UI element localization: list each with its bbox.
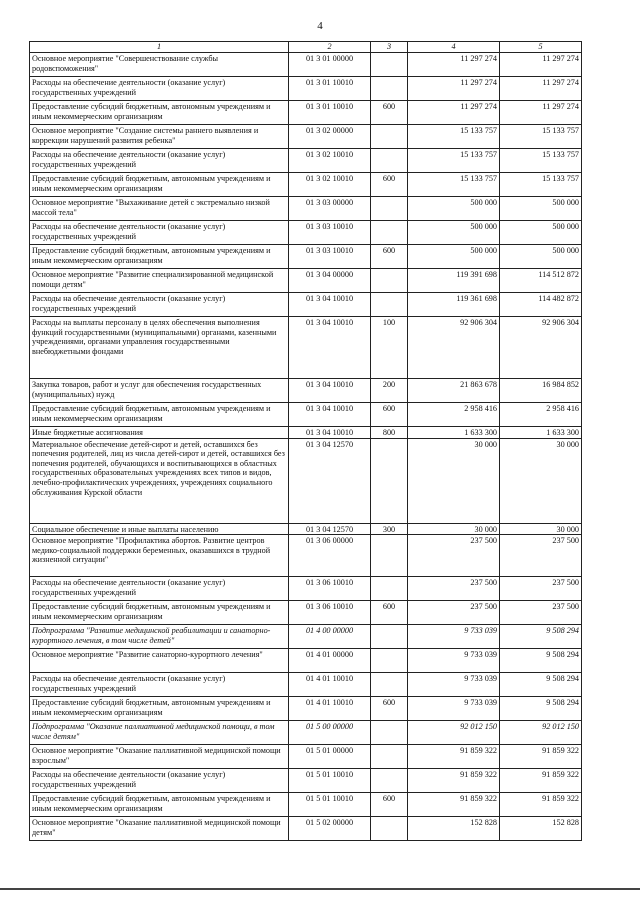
row-sum1-cell: 500 000	[408, 197, 500, 221]
row-sum1-cell: 9 733 039	[408, 697, 500, 721]
row-sum2-cell: 237 500	[500, 601, 582, 625]
table-row	[30, 769, 582, 793]
row-code-cell: 01 3 01 10010	[289, 77, 371, 101]
row-name-cell: Основное мероприятие "Совершенствование службы родовспоможения"	[30, 53, 289, 77]
row-sum2-cell: 500 000	[500, 197, 582, 221]
row-sum1-cell: 15 133 757	[408, 125, 500, 149]
row-sum2-cell: 152 828	[500, 817, 582, 841]
row-code-cell: 01 3 04 10010	[289, 293, 371, 317]
row-code-cell: 01 4 01 10010	[289, 697, 371, 721]
row-code-cell: 01 4 00 00000	[289, 625, 371, 649]
row-sum2-cell: 91 859 322	[500, 769, 582, 793]
row-kind-cell: 600	[371, 101, 408, 125]
row-code-cell: 01 3 04 10010	[289, 317, 371, 379]
row-sum1-cell: 9 733 039	[408, 625, 500, 649]
row-name-cell: Основное мероприятие "Развитие санаторно-курортного лечения"	[30, 649, 289, 673]
row-name-cell: Расходы на обеспечение деятельности (оказание услуг) государственных учреждений	[30, 221, 289, 245]
row-sum1-cell: 119 361 698	[408, 293, 500, 317]
row-code-cell: 01 3 03 00000	[289, 197, 371, 221]
row-name-cell: Расходы на обеспечение деятельности (оказание услуг) государственных учреждений	[30, 577, 289, 601]
row-name-cell: Основное мероприятие "Создание системы раннего выявления и коррекции нарушений развития ребенка"	[30, 125, 289, 149]
row-kind-cell	[371, 769, 408, 793]
row-kind-cell	[371, 817, 408, 841]
row-kind-cell: 600	[371, 245, 408, 269]
row-name-cell: Закупка товаров, работ и услуг для обеспечения государственных (муниципальных) нужд	[30, 379, 289, 403]
row-sum2-cell: 9 508 294	[500, 697, 582, 721]
row-kind-cell	[371, 438, 408, 523]
row-name-cell: Расходы на обеспечение деятельности (оказание услуг) государственных учреждений	[30, 673, 289, 697]
row-sum1-cell: 152 828	[408, 817, 500, 841]
row-kind-cell: 600	[371, 793, 408, 817]
row-sum1-cell: 91 859 322	[408, 745, 500, 769]
table-row	[30, 427, 582, 439]
page-number: 4	[317, 20, 323, 32]
row-sum1-cell: 92 906 304	[408, 317, 500, 379]
table-header-row	[30, 42, 582, 53]
row-kind-cell	[371, 673, 408, 697]
row-name-cell: Подпрограмма "Оказание паллиативной медицинской помощи, в том числе детям"	[30, 721, 289, 745]
row-kind-cell	[371, 721, 408, 745]
row-sum2-cell: 114 512 872	[500, 269, 582, 293]
row-code-cell: 01 3 04 10010	[289, 379, 371, 403]
row-kind-cell	[371, 293, 408, 317]
row-sum1-cell: 9 733 039	[408, 673, 500, 697]
row-kind-cell: 300	[371, 523, 408, 535]
row-name-cell: Предоставление субсидий бюджетным, автономным учреждениям и иным некоммерческим организациям	[30, 245, 289, 269]
row-sum2-cell: 9 508 294	[500, 625, 582, 649]
row-kind-cell	[371, 269, 408, 293]
row-name-cell: Предоставление субсидий бюджетным, автономным учреждениям и иным некоммерческим организациям	[30, 101, 289, 125]
row-name-cell: Основное мероприятие "Профилактика абортов. Развитие центров медико-социальной поддержки беременных, оказавшихся в трудной жизненной ситуации"	[30, 535, 289, 577]
row-kind-cell	[371, 535, 408, 577]
row-sum2-cell: 9 508 294	[500, 649, 582, 673]
row-name-cell: Основное мероприятие "Оказание паллиативной медицинской помощи взрослым"	[30, 745, 289, 769]
row-sum1-cell: 91 859 322	[408, 793, 500, 817]
row-kind-cell: 600	[371, 601, 408, 625]
row-code-cell: 01 3 04 12570	[289, 523, 371, 535]
table-row	[30, 649, 582, 673]
header-col-3: 3	[371, 42, 408, 53]
row-code-cell: 01 5 00 00000	[289, 721, 371, 745]
row-name-cell: Предоставление субсидий бюджетным, автономным учреждениям и иным некоммерческим организациям	[30, 697, 289, 721]
row-kind-cell	[371, 745, 408, 769]
table-row	[30, 149, 582, 173]
row-name-cell: Подпрограмма "Развитие медицинской реабилитации и санаторно-курортного лечения, в том числе детей"	[30, 625, 289, 649]
row-kind-cell: 600	[371, 173, 408, 197]
row-name-cell: Расходы на обеспечение деятельности (оказание услуг) государственных учреждений	[30, 293, 289, 317]
row-kind-cell	[371, 649, 408, 673]
row-sum1-cell: 30 000	[408, 523, 500, 535]
row-name-cell: Иные бюджетные ассигнования	[30, 427, 289, 439]
row-sum2-cell: 2 958 416	[500, 403, 582, 427]
row-sum2-cell: 30 000	[500, 523, 582, 535]
row-sum1-cell: 11 297 274	[408, 53, 500, 77]
row-kind-cell	[371, 197, 408, 221]
row-sum2-cell: 15 133 757	[500, 149, 582, 173]
row-sum1-cell: 237 500	[408, 577, 500, 601]
header-col-1: 1	[30, 42, 289, 53]
row-sum1-cell: 500 000	[408, 245, 500, 269]
table-row	[30, 317, 582, 379]
table-row	[30, 721, 582, 745]
row-code-cell: 01 3 06 00000	[289, 535, 371, 577]
row-name-cell: Предоставление субсидий бюджетным, автономным учреждениям и иным некоммерческим организациям	[30, 403, 289, 427]
row-code-cell: 01 3 01 10010	[289, 101, 371, 125]
row-name-cell: Расходы на обеспечение деятельности (оказание услуг) государственных учреждений	[30, 77, 289, 101]
row-sum2-cell: 1 633 300	[500, 427, 582, 439]
table-row	[30, 77, 582, 101]
table-row	[30, 817, 582, 841]
row-kind-cell: 200	[371, 379, 408, 403]
row-code-cell: 01 3 06 10010	[289, 601, 371, 625]
row-kind-cell: 100	[371, 317, 408, 379]
row-sum2-cell: 16 984 852	[500, 379, 582, 403]
table-row	[30, 125, 582, 149]
row-sum2-cell: 237 500	[500, 577, 582, 601]
row-sum1-cell: 2 958 416	[408, 403, 500, 427]
table-row	[30, 745, 582, 769]
row-name-cell: Основное мероприятие "Оказание паллиативной медицинской помощи детям"	[30, 817, 289, 841]
table-row	[30, 245, 582, 269]
header-col-5: 5	[500, 42, 582, 53]
row-sum1-cell: 237 500	[408, 601, 500, 625]
row-code-cell: 01 3 04 10010	[289, 403, 371, 427]
row-name-cell: Основное мероприятие "Развитие специализированной медицинской помощи детям"	[30, 269, 289, 293]
table-row	[30, 697, 582, 721]
table-row	[30, 438, 582, 523]
row-code-cell: 01 3 06 10010	[289, 577, 371, 601]
row-sum1-cell: 1 633 300	[408, 427, 500, 439]
row-code-cell: 01 3 04 00000	[289, 269, 371, 293]
row-sum1-cell: 237 500	[408, 535, 500, 577]
row-sum2-cell: 15 133 757	[500, 173, 582, 197]
budget-table	[29, 41, 582, 841]
row-code-cell: 01 4 01 00000	[289, 649, 371, 673]
row-sum2-cell: 500 000	[500, 245, 582, 269]
row-sum1-cell: 21 863 678	[408, 379, 500, 403]
table-row	[30, 535, 582, 577]
table-row	[30, 403, 582, 427]
row-sum2-cell: 15 133 757	[500, 125, 582, 149]
row-sum1-cell: 11 297 274	[408, 77, 500, 101]
row-name-cell: Предоставление субсидий бюджетным, автономным учреждениям и иным некоммерческим организациям	[30, 173, 289, 197]
row-sum2-cell: 500 000	[500, 221, 582, 245]
row-sum1-cell: 91 859 322	[408, 769, 500, 793]
row-name-cell: Предоставление субсидий бюджетным, автономным учреждениям и иным некоммерческим организациям	[30, 793, 289, 817]
row-kind-cell	[371, 221, 408, 245]
table-row	[30, 269, 582, 293]
row-name-cell: Расходы на выплаты персоналу в целях обеспечения выполнения функций государственными (муниципальными) органами, казенными учреждениями, органами управления государственными внебюджетными фондами	[30, 317, 289, 379]
row-code-cell: 01 3 02 10010	[289, 149, 371, 173]
row-sum2-cell: 9 508 294	[500, 673, 582, 697]
header-col-4: 4	[408, 42, 500, 53]
row-code-cell: 01 3 04 10010	[289, 427, 371, 439]
row-code-cell: 01 4 01 10010	[289, 673, 371, 697]
row-sum1-cell: 92 012 150	[408, 721, 500, 745]
row-kind-cell	[371, 53, 408, 77]
table-row	[30, 577, 582, 601]
row-kind-cell: 600	[371, 697, 408, 721]
row-kind-cell	[371, 125, 408, 149]
row-sum2-cell: 91 859 322	[500, 793, 582, 817]
row-sum2-cell: 92 906 304	[500, 317, 582, 379]
row-sum2-cell: 11 297 274	[500, 53, 582, 77]
row-code-cell: 01 3 01 00000	[289, 53, 371, 77]
row-code-cell: 01 5 02 00000	[289, 817, 371, 841]
table-row	[30, 673, 582, 697]
table-row	[30, 523, 582, 535]
row-kind-cell: 600	[371, 403, 408, 427]
row-code-cell: 01 3 03 10010	[289, 245, 371, 269]
table-row	[30, 293, 582, 317]
row-sum2-cell: 30 000	[500, 438, 582, 523]
row-code-cell: 01 3 02 10010	[289, 173, 371, 197]
row-sum2-cell: 11 297 274	[500, 101, 582, 125]
row-sum1-cell: 9 733 039	[408, 649, 500, 673]
table-row	[30, 101, 582, 125]
header-col-2: 2	[289, 42, 371, 53]
row-name-cell: Предоставление субсидий бюджетным, автономным учреждениям и иным некоммерческим организациям	[30, 601, 289, 625]
table-row	[30, 601, 582, 625]
row-code-cell: 01 5 01 10010	[289, 769, 371, 793]
table-row	[30, 793, 582, 817]
scan-border-line	[0, 888, 640, 890]
row-sum2-cell: 92 012 150	[500, 721, 582, 745]
row-code-cell: 01 3 04 12570	[289, 438, 371, 523]
row-kind-cell	[371, 77, 408, 101]
row-code-cell: 01 3 02 00000	[289, 125, 371, 149]
table-row	[30, 173, 582, 197]
table-row	[30, 53, 582, 77]
row-sum2-cell: 11 297 274	[500, 77, 582, 101]
row-name-cell: Материальное обеспечение детей-сирот и детей, оставшихся без попечения родителей, лиц из числа детей-сирот и детей, оставшихся без попечения родителей, обучающихся и воспитывающихся в областных государственных образовательных учреждениях всех типов и видов, лечебно-профилактических учреждениях, учреждениях социального обслуживания Курской области	[30, 438, 289, 523]
row-sum1-cell: 11 297 274	[408, 101, 500, 125]
row-code-cell: 01 5 01 10010	[289, 793, 371, 817]
row-kind-cell	[371, 577, 408, 601]
row-name-cell: Расходы на обеспечение деятельности (оказание услуг) государственных учреждений	[30, 769, 289, 793]
row-sum2-cell: 237 500	[500, 535, 582, 577]
row-sum1-cell: 119 391 698	[408, 269, 500, 293]
row-name-cell: Социальное обеспечение и иные выплаты населению	[30, 523, 289, 535]
table-row	[30, 197, 582, 221]
table-row	[30, 379, 582, 403]
table-row	[30, 625, 582, 649]
row-sum1-cell: 30 000	[408, 438, 500, 523]
row-code-cell: 01 5 01 00000	[289, 745, 371, 769]
row-name-cell: Расходы на обеспечение деятельности (оказание услуг) государственных учреждений	[30, 149, 289, 173]
row-sum1-cell: 500 000	[408, 221, 500, 245]
row-name-cell: Основное мероприятие "Выхаживание детей с экстремально низкой массой тела"	[30, 197, 289, 221]
row-kind-cell	[371, 625, 408, 649]
row-sum1-cell: 15 133 757	[408, 173, 500, 197]
row-sum2-cell: 91 859 322	[500, 745, 582, 769]
row-code-cell: 01 3 03 10010	[289, 221, 371, 245]
row-kind-cell	[371, 149, 408, 173]
row-kind-cell: 800	[371, 427, 408, 439]
row-sum2-cell: 114 482 872	[500, 293, 582, 317]
row-sum1-cell: 15 133 757	[408, 149, 500, 173]
table-row	[30, 221, 582, 245]
